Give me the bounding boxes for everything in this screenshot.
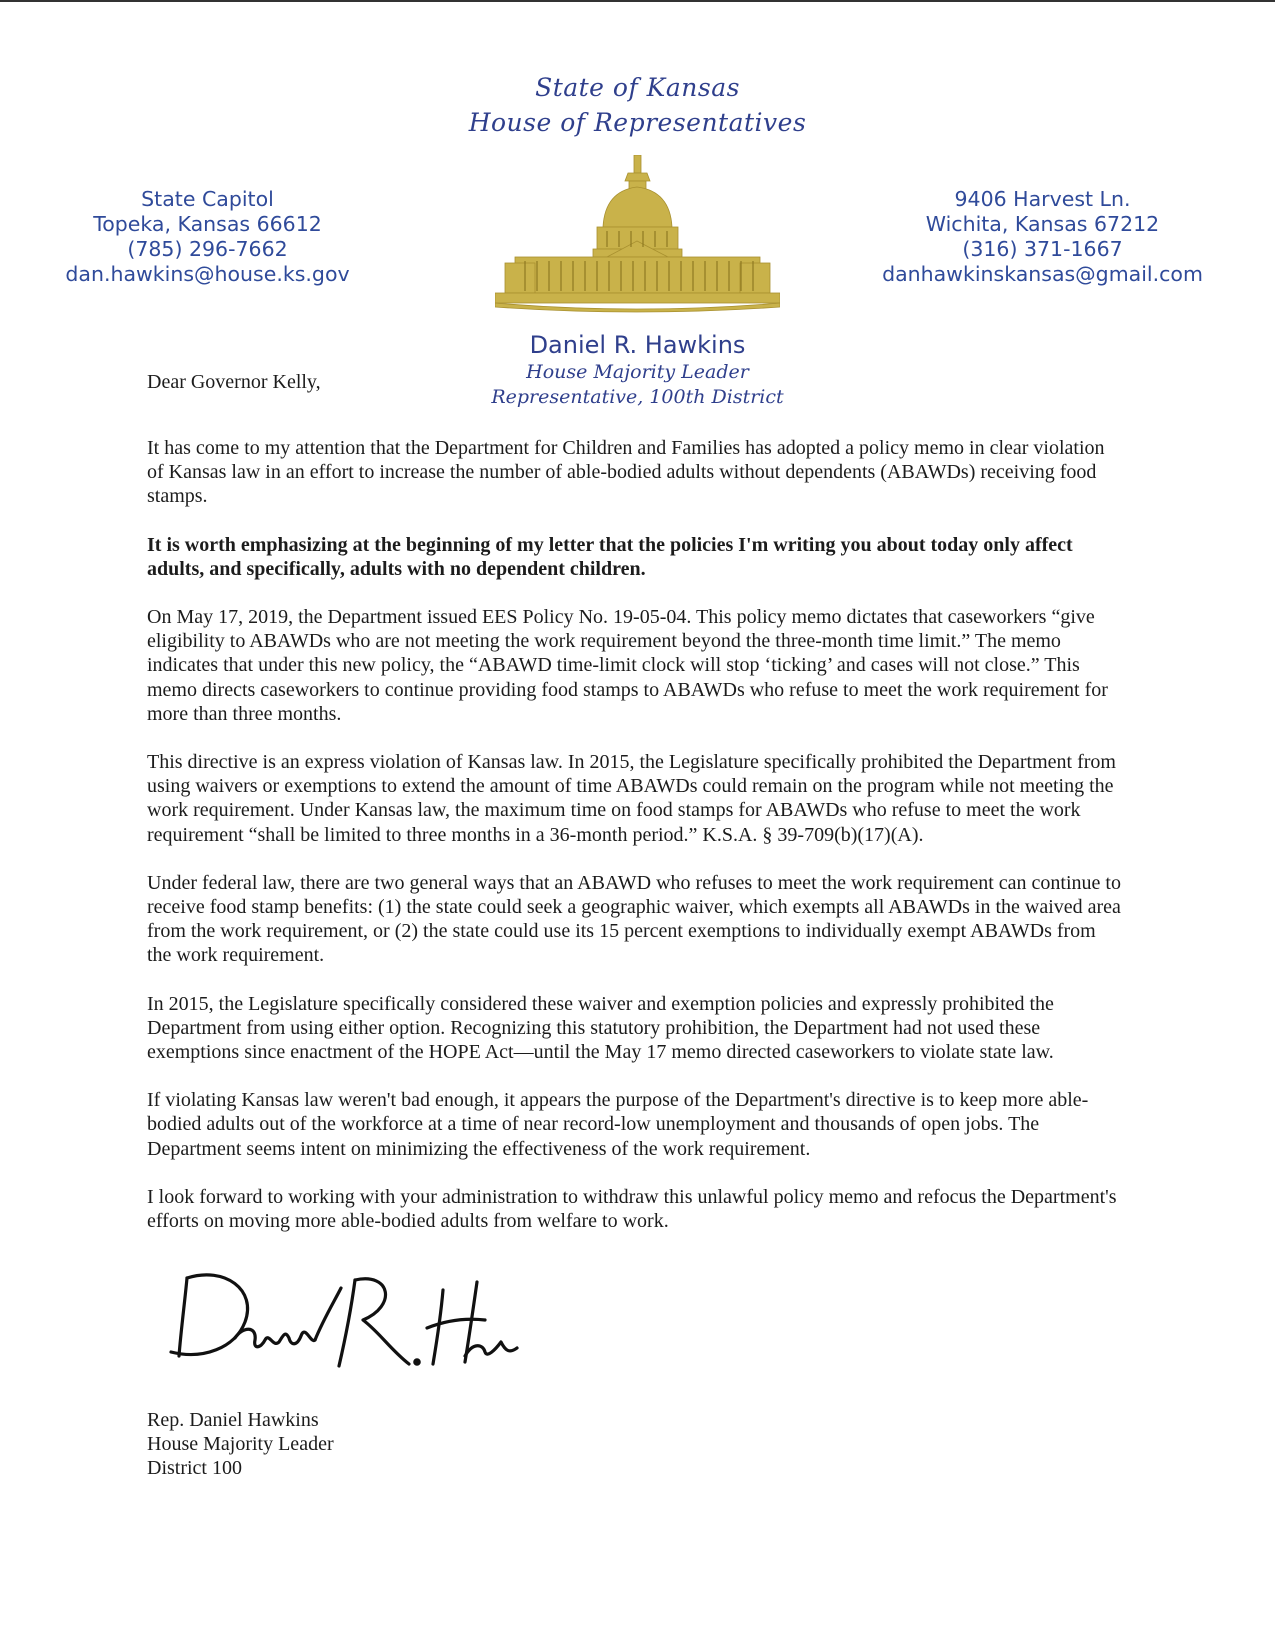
letterhead-house: House of Representatives <box>468 108 807 137</box>
closing-name: Rep. Daniel Hawkins <box>147 1409 319 1431</box>
top-border <box>0 0 1275 2</box>
paragraph: Under federal law, there are two general ways that an ABAWD who refuses to meet the work requirement can continue to receive food stamp benefits: (1) the state could seek a geographic waiver, which exempts all ABAWDs in the waived area from the work requirement, or (2) the state could use its 15 percent exemptions to individually exempt ABAWDs from the work requirement. <box>147 871 1121 967</box>
letter-body <box>147 436 1122 1257</box>
letterhead-state: State of Kansas <box>535 73 740 102</box>
handwritten-signature <box>165 1260 525 1380</box>
closing-title: House Majority Leader <box>147 1433 334 1455</box>
representative-district: Representative, 100th District <box>491 386 784 408</box>
contact-email: dan.hawkins@house.ks.gov <box>65 262 350 286</box>
contact-address: 9406 Harvest Ln. <box>954 187 1131 211</box>
contact-address: State Capitol <box>141 187 274 211</box>
closing-block <box>147 1408 334 1480</box>
paragraph: In 2015, the Legislature specifically considered these waiver and exemption policies and expressly prohibited the Department from using either option. Recognizing this statutory prohibition, the Department had not used these exemptions since enactment of the HOPE Act—until the May 17 memo directed caseworkers to violate state law. <box>147 992 1054 1064</box>
paragraph: If violating Kansas law weren't bad enough, it appears the purpose of the Department's directive is to keep more able-bodied adults out of the workforce at a time of near record-low unemployment and thousands of open jobs. The Department seems intent on minimizing the effectiveness of the work requirement. <box>147 1089 1089 1160</box>
representative-name: Daniel R. Hawkins <box>529 331 746 359</box>
representative-title: House Majority Leader <box>526 361 749 383</box>
representative-block <box>400 330 875 410</box>
contact-city: Wichita, Kansas 67212 <box>925 212 1160 236</box>
paragraph-emphasis: It is worth emphasizing at the beginning of my letter that the policies I'm writing you about today only affect adults, and specifically, adults with no dependent children. <box>147 533 1073 580</box>
right-contact-block <box>860 187 1225 287</box>
paragraph: I look forward to working with your administration to withdraw this unlawful policy memo and refocus the Department's efforts on moving more able-bodied adults from welfare to work. <box>147 1185 1117 1233</box>
paragraph: On May 17, 2019, the Department issued EES Policy No. 19-05-04. This policy memo dictates that caseworkers “give eligibility to ABAWDs who are not meeting the work requirement beyond the three-month time limit.” The memo indicates that under this new policy, the “ABAWD time-limit clock will stop ‘ticking’ and cases will not close.” This memo directs caseworkers to continue providing food stamps to ABAWDs who refuse to meet the work requirement for more than three months. <box>147 606 1108 725</box>
salutation: Dear Governor Kelly, <box>147 371 321 393</box>
closing-district: District 100 <box>147 1457 242 1479</box>
paragraph: This directive is an express violation of Kansas law. In 2015, the Legislature specifically prohibited the Department from using waivers or exemptions to extend the amount of time ABAWDs could remain on the program while not meeting the work requirement. Under Kansas law, the maximum time on food stamps for ABAWDs who refuse to meet the work requirement “shall be limited to three months in a 36-month period.” K.S.A. § 39-709(b)(17)(A). <box>147 751 1116 846</box>
contact-city: Topeka, Kansas 66612 <box>93 212 322 236</box>
left-contact-block <box>60 187 355 287</box>
paragraph: It has come to my attention that the Department for Children and Families has adopted a policy memo in clear violation of Kansas law in an effort to increase the number of able-bodied adults without dependents (ABAWDs) receiving food stamps. <box>147 437 1105 508</box>
capitol-seal-icon <box>495 155 780 315</box>
contact-email: danhawkinskansas@gmail.com <box>882 262 1203 286</box>
letterhead-title <box>0 70 1275 140</box>
contact-phone: (785) 296-7662 <box>127 237 288 261</box>
contact-phone: (316) 371-1667 <box>962 237 1123 261</box>
